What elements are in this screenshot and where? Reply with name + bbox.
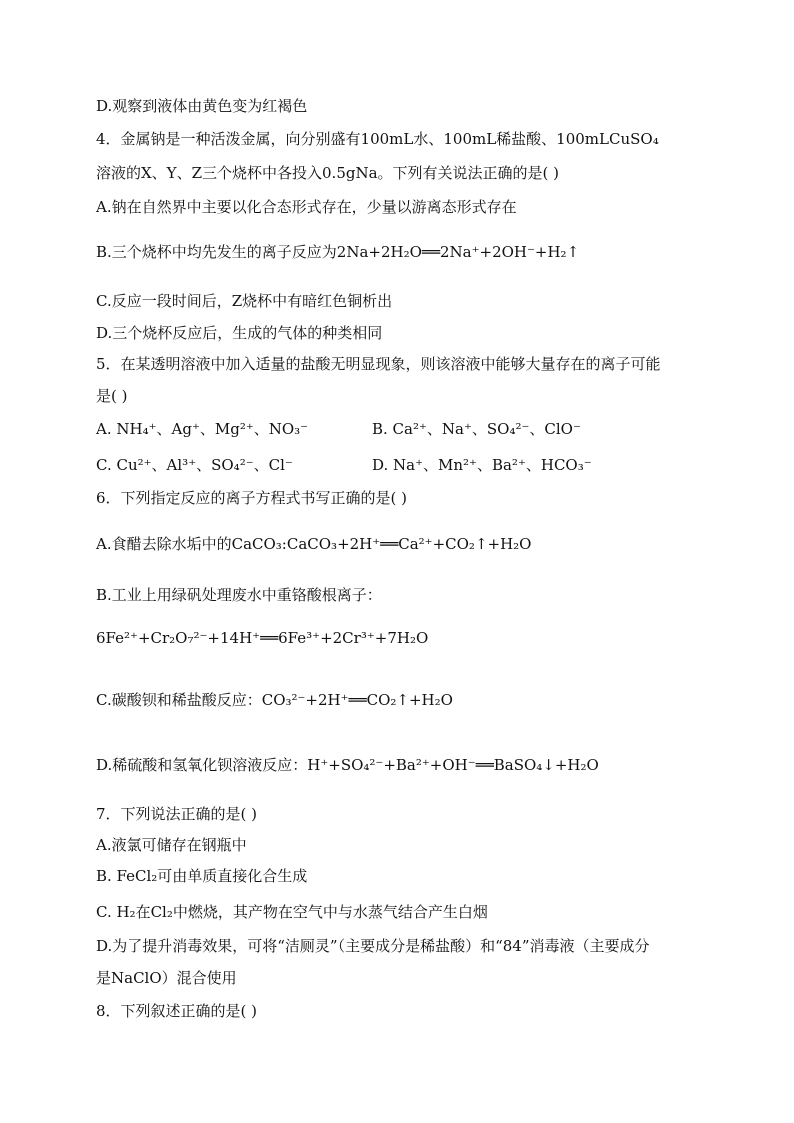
q8-stem: 8．下列叙述正确的是( ): [96, 1002, 258, 1020]
q4-option-c: C.反应一段时间后，Z烧杯中有暗红色铜析出: [96, 292, 393, 310]
q7-option-a: A.液氯可储存在钢瓶中: [96, 836, 247, 854]
q7-option-c: C. H₂在Cl₂中燃烧，其产物在空气中与水蒸气结合产生白烟: [96, 903, 488, 921]
q5-option-d: D. Na⁺、Mn²⁺、Ba²⁺、HCO₃⁻: [372, 456, 592, 474]
q5-stem-line2: 是( ): [96, 387, 128, 405]
q6-option-a: A.食醋去除水垢中的CaCO₃:CaCO₃+2H⁺══Ca²⁺+CO₂↑+H₂O: [96, 535, 532, 553]
q6-option-c: C.碳酸钡和稀盐酸反应：CO₃²⁻+2H⁺══CO₂↑+H₂O: [96, 691, 453, 709]
q6-stem: 6．下列指定反应的离子方程式书写正确的是( ): [96, 489, 408, 507]
q4-stem-line2: 溶液的X、Y、Z三个烧杯中各投入0.5gNa。下列有关说法正确的是( ): [96, 164, 560, 182]
q7-option-d-line1: D.为了提升消毒效果，可将“洁厕灵”（主要成分是稀盐酸）和“84”消毒液（主要成分: [96, 937, 650, 955]
q5-option-c: C. Cu²⁺、Al³⁺、SO₄²⁻、Cl⁻: [96, 456, 293, 474]
q4-option-a: A.钠在自然界中主要以化合态形式存在，少量以游离态形式存在: [96, 198, 517, 216]
q5-option-a: A. NH₄⁺、Ag⁺、Mg²⁺、NO₃⁻: [96, 420, 309, 438]
q4-stem-line1: 4．金属钠是一种活泼金属，向分别盛有100mL水、100mL稀盐酸、100mLCuSO₄: [96, 130, 659, 148]
q4-option-b: B.三个烧杯中均先发生的离子反应为2Na+2H₂O══2Na⁺+2OH⁻+H₂↑: [96, 243, 580, 261]
q7-option-b: B. FeCl₂可由单质直接化合生成: [96, 867, 308, 885]
q4-option-d: D.三个烧杯反应后，生成的气体的种类相同: [96, 324, 383, 342]
q7-stem: 7．下列说法正确的是( ): [96, 805, 258, 823]
q6-option-b-equation: 6Fe²⁺+Cr₂O₇²⁻+14H⁺══6Fe³⁺+2Cr³⁺+7H₂O: [96, 629, 429, 647]
q6-option-b-text: B.工业上用绿矾处理废水中重铬酸根离子：: [96, 586, 382, 604]
q3-option-d: D.观察到液体由黄色变为红褐色: [96, 97, 308, 115]
q7-option-d-line2: 是NaClO）混合使用: [96, 969, 237, 987]
q5-stem-line1: 5．在某透明溶液中加入适量的盐酸无明显现象，则该溶液中能够大量存在的离子可能: [96, 355, 661, 373]
q5-option-b: B. Ca²⁺、Na⁺、SO₄²⁻、ClO⁻: [372, 420, 581, 438]
q6-option-d: D.稀硫酸和氢氧化钡溶液反应：H⁺+SO₄²⁻+Ba²⁺+OH⁻══BaSO₄↓+H₂O: [96, 756, 599, 774]
